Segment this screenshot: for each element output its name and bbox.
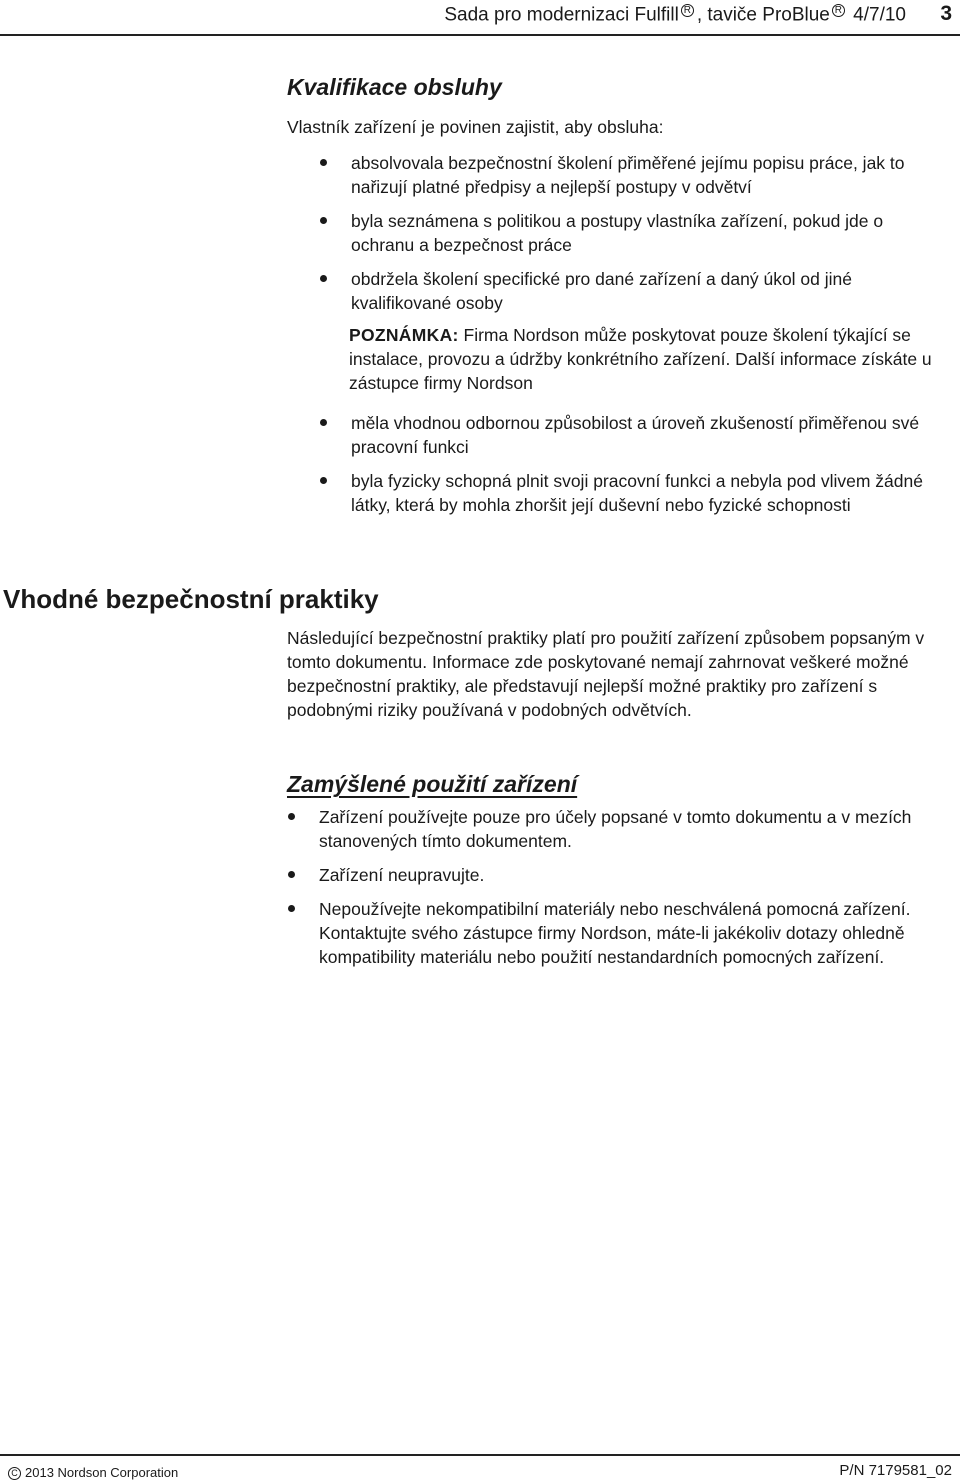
list-item: Nepoužívejte nekompatibilní materiály nebo neschválená pomocná zařízení. Kontaktujte svého zástupce firmy Nordson, máte-li jakékoliv dotazy ohledně kompatibility materiálu nebo použití nestandardních pomocných zařízení.	[319, 897, 939, 969]
list-item: měla vhodnou odbornou způsobilost a úroveň zkušeností přiměřenou své pracovní funkci	[351, 411, 956, 459]
list-item: Zařízení používejte pouze pro účely popsané v tomto dokumentu a v mezích stanovených tímto dokumentem.	[319, 805, 939, 853]
qualification-list	[351, 151, 951, 315]
list-item: obdržela školení specifické pro dané zařízení a daný úkol od jiné kvalifikované osoby	[351, 267, 951, 315]
intended-use-heading: Zamýšlené použití zařízení	[287, 771, 578, 797]
bullet-icon	[320, 275, 327, 282]
qualification-list-continued	[351, 411, 956, 517]
bullet-icon	[288, 905, 295, 912]
qualification-intro: Vlastník zařízení je povinen zajistit, aby obsluha:	[287, 117, 664, 137]
list-item: absolvovala bezpečnostní školení přiměřené jejímu popisu práce, jak to nařizují platné předpisy a nejlepší postupy v odvětví	[351, 151, 951, 199]
copyright	[8, 1465, 178, 1480]
list-item: byla seznámena s politikou a postupy vlastníka zařízení, pokud jde o ochranu a bezpečnost práce	[351, 209, 951, 257]
safety-paragraph: Následující bezpečnostní praktiky platí pro použití zařízení způsobem popsaným v tomto dokumentu. Informace zde poskytované nemají zahrnovat veškeré možné bezpečnostní praktiky, ale představují nejlepší možné praktiky pro zařízení s podobnými riziky používaná v podobných odvětvích.	[287, 628, 925, 720]
bullet-icon	[320, 217, 327, 224]
registered-mark-icon: R	[832, 4, 845, 17]
note-text: Firma Nordson může poskytovat pouze školení týkající se instalace, provozu a údržby konkrétního zařízení. Další informace získáte u zástupce firmy Nordson	[349, 325, 932, 393]
title-part-2: , taviče ProBlue	[696, 4, 830, 26]
page-footer	[0, 1454, 960, 1482]
bullet-icon	[320, 159, 327, 166]
page-number: 3	[940, 2, 952, 25]
bullet-icon	[288, 813, 295, 820]
qualification-heading: Kvalifikace obsluhy	[287, 74, 502, 100]
part-number: P/N 7179581_02	[839, 1462, 952, 1479]
copyright-icon: C	[8, 1467, 21, 1480]
list-item: Zařízení neupravujte.	[319, 863, 939, 887]
note-label: POZNÁMKA:	[349, 325, 459, 345]
note	[349, 323, 954, 395]
registered-mark-icon: R	[681, 4, 694, 17]
copyright-text: 2013 Nordson Corporation	[25, 1465, 179, 1480]
safety-heading: Vhodné bezpečnostní praktiky	[3, 584, 379, 614]
list-item: byla fyzicky schopná plnit svoji pracovní funkci a nebyla pod vlivem žádné látky, která by mohla zhoršit její duševní nebo fyzické schopnosti	[351, 469, 956, 517]
bullet-icon	[320, 477, 327, 484]
title-part-3: 4/7/10	[847, 4, 906, 26]
intended-use-list	[319, 805, 939, 969]
title-part-1: Sada pro modernizaci Fulfill	[444, 4, 679, 26]
page-header	[0, 0, 960, 36]
bullet-icon	[288, 871, 295, 878]
document-title	[444, 4, 906, 26]
bullet-icon	[320, 419, 327, 426]
